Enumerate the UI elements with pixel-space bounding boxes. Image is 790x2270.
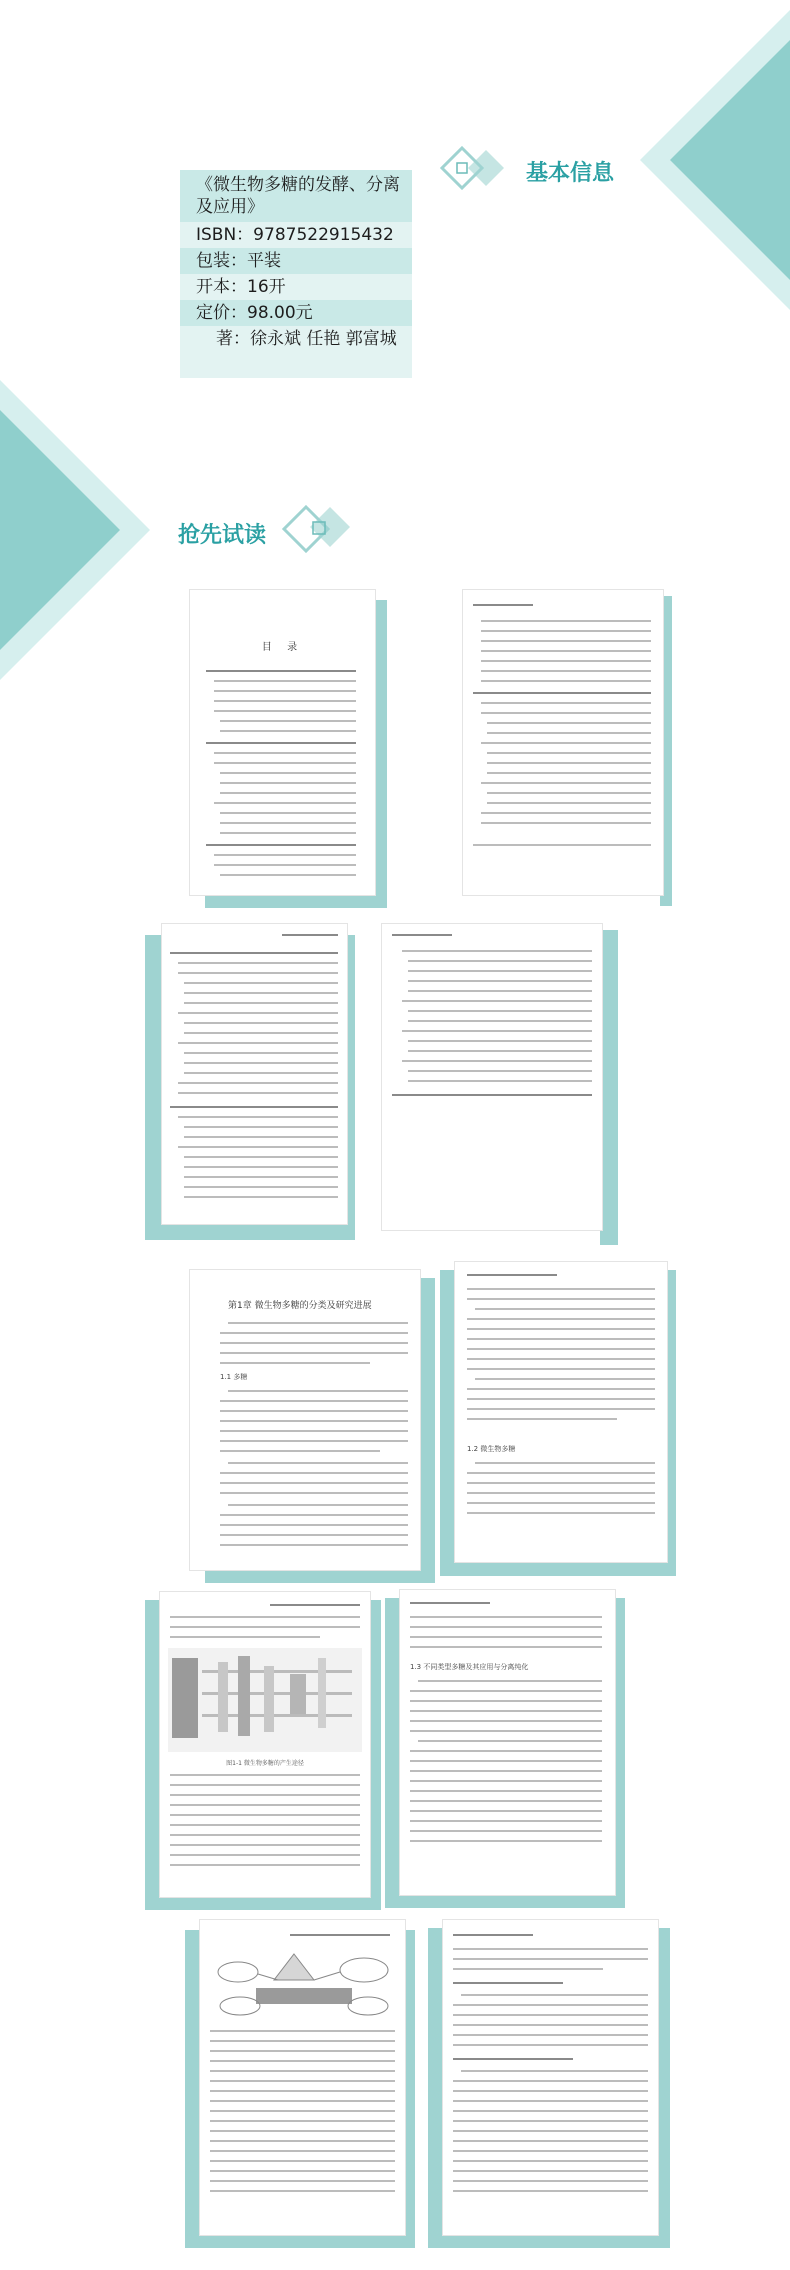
sample-page-toc-4 — [382, 924, 602, 1230]
book-format: 开本：16开 — [196, 277, 286, 297]
section-heading: 1.3 不同类型多糖及其应用与分离纯化 — [410, 1663, 529, 1671]
book-authors: 著：徐永斌 任艳 郭富城 — [216, 329, 397, 349]
section-heading: 1.1 多糖 — [220, 1373, 248, 1381]
basic-info-title: 基本信息 — [526, 161, 615, 186]
book-binding: 包装：平装 — [180, 248, 412, 274]
book-title: 《微生物多糖的发酵、分离及应用》 — [180, 170, 412, 222]
section-heading: 1.2 微生物多糖 — [467, 1445, 516, 1453]
chapter-heading: 第1章 微生物多糖的分类及研究进展 — [228, 1301, 372, 1311]
book-info-card — [180, 170, 412, 378]
diamond-icon — [440, 146, 512, 194]
preview-title: 抢先试读 — [178, 523, 267, 548]
page-shadow — [600, 930, 618, 1245]
sample-page-text — [400, 1590, 615, 1895]
sample-page-chapter-2 — [455, 1262, 667, 1562]
sample-page-diagram — [200, 1920, 405, 2235]
figure-caption: 图1-1 微生物多糖的产生途径 — [226, 1760, 304, 1767]
flow-diagram — [214, 1950, 394, 2020]
sample-page-toc-2 — [463, 590, 663, 895]
book-price: 定价：98.00元 — [180, 300, 412, 326]
sample-page-figure — [160, 1592, 370, 1897]
sample-page-text-2 — [443, 1920, 658, 2235]
decorative-triangle-top — [640, 10, 790, 310]
sample-page-toc-3 — [162, 924, 347, 1224]
diamond-icon — [282, 503, 354, 557]
sample-page-toc-1 — [190, 590, 375, 895]
sample-page-chapter-1 — [190, 1270, 420, 1570]
book-isbn: ISBN：9787522915432 — [196, 225, 394, 245]
decorative-triangle-left — [0, 380, 160, 680]
figure-diagram — [168, 1648, 362, 1752]
toc-heading: 目 录 — [261, 642, 304, 653]
